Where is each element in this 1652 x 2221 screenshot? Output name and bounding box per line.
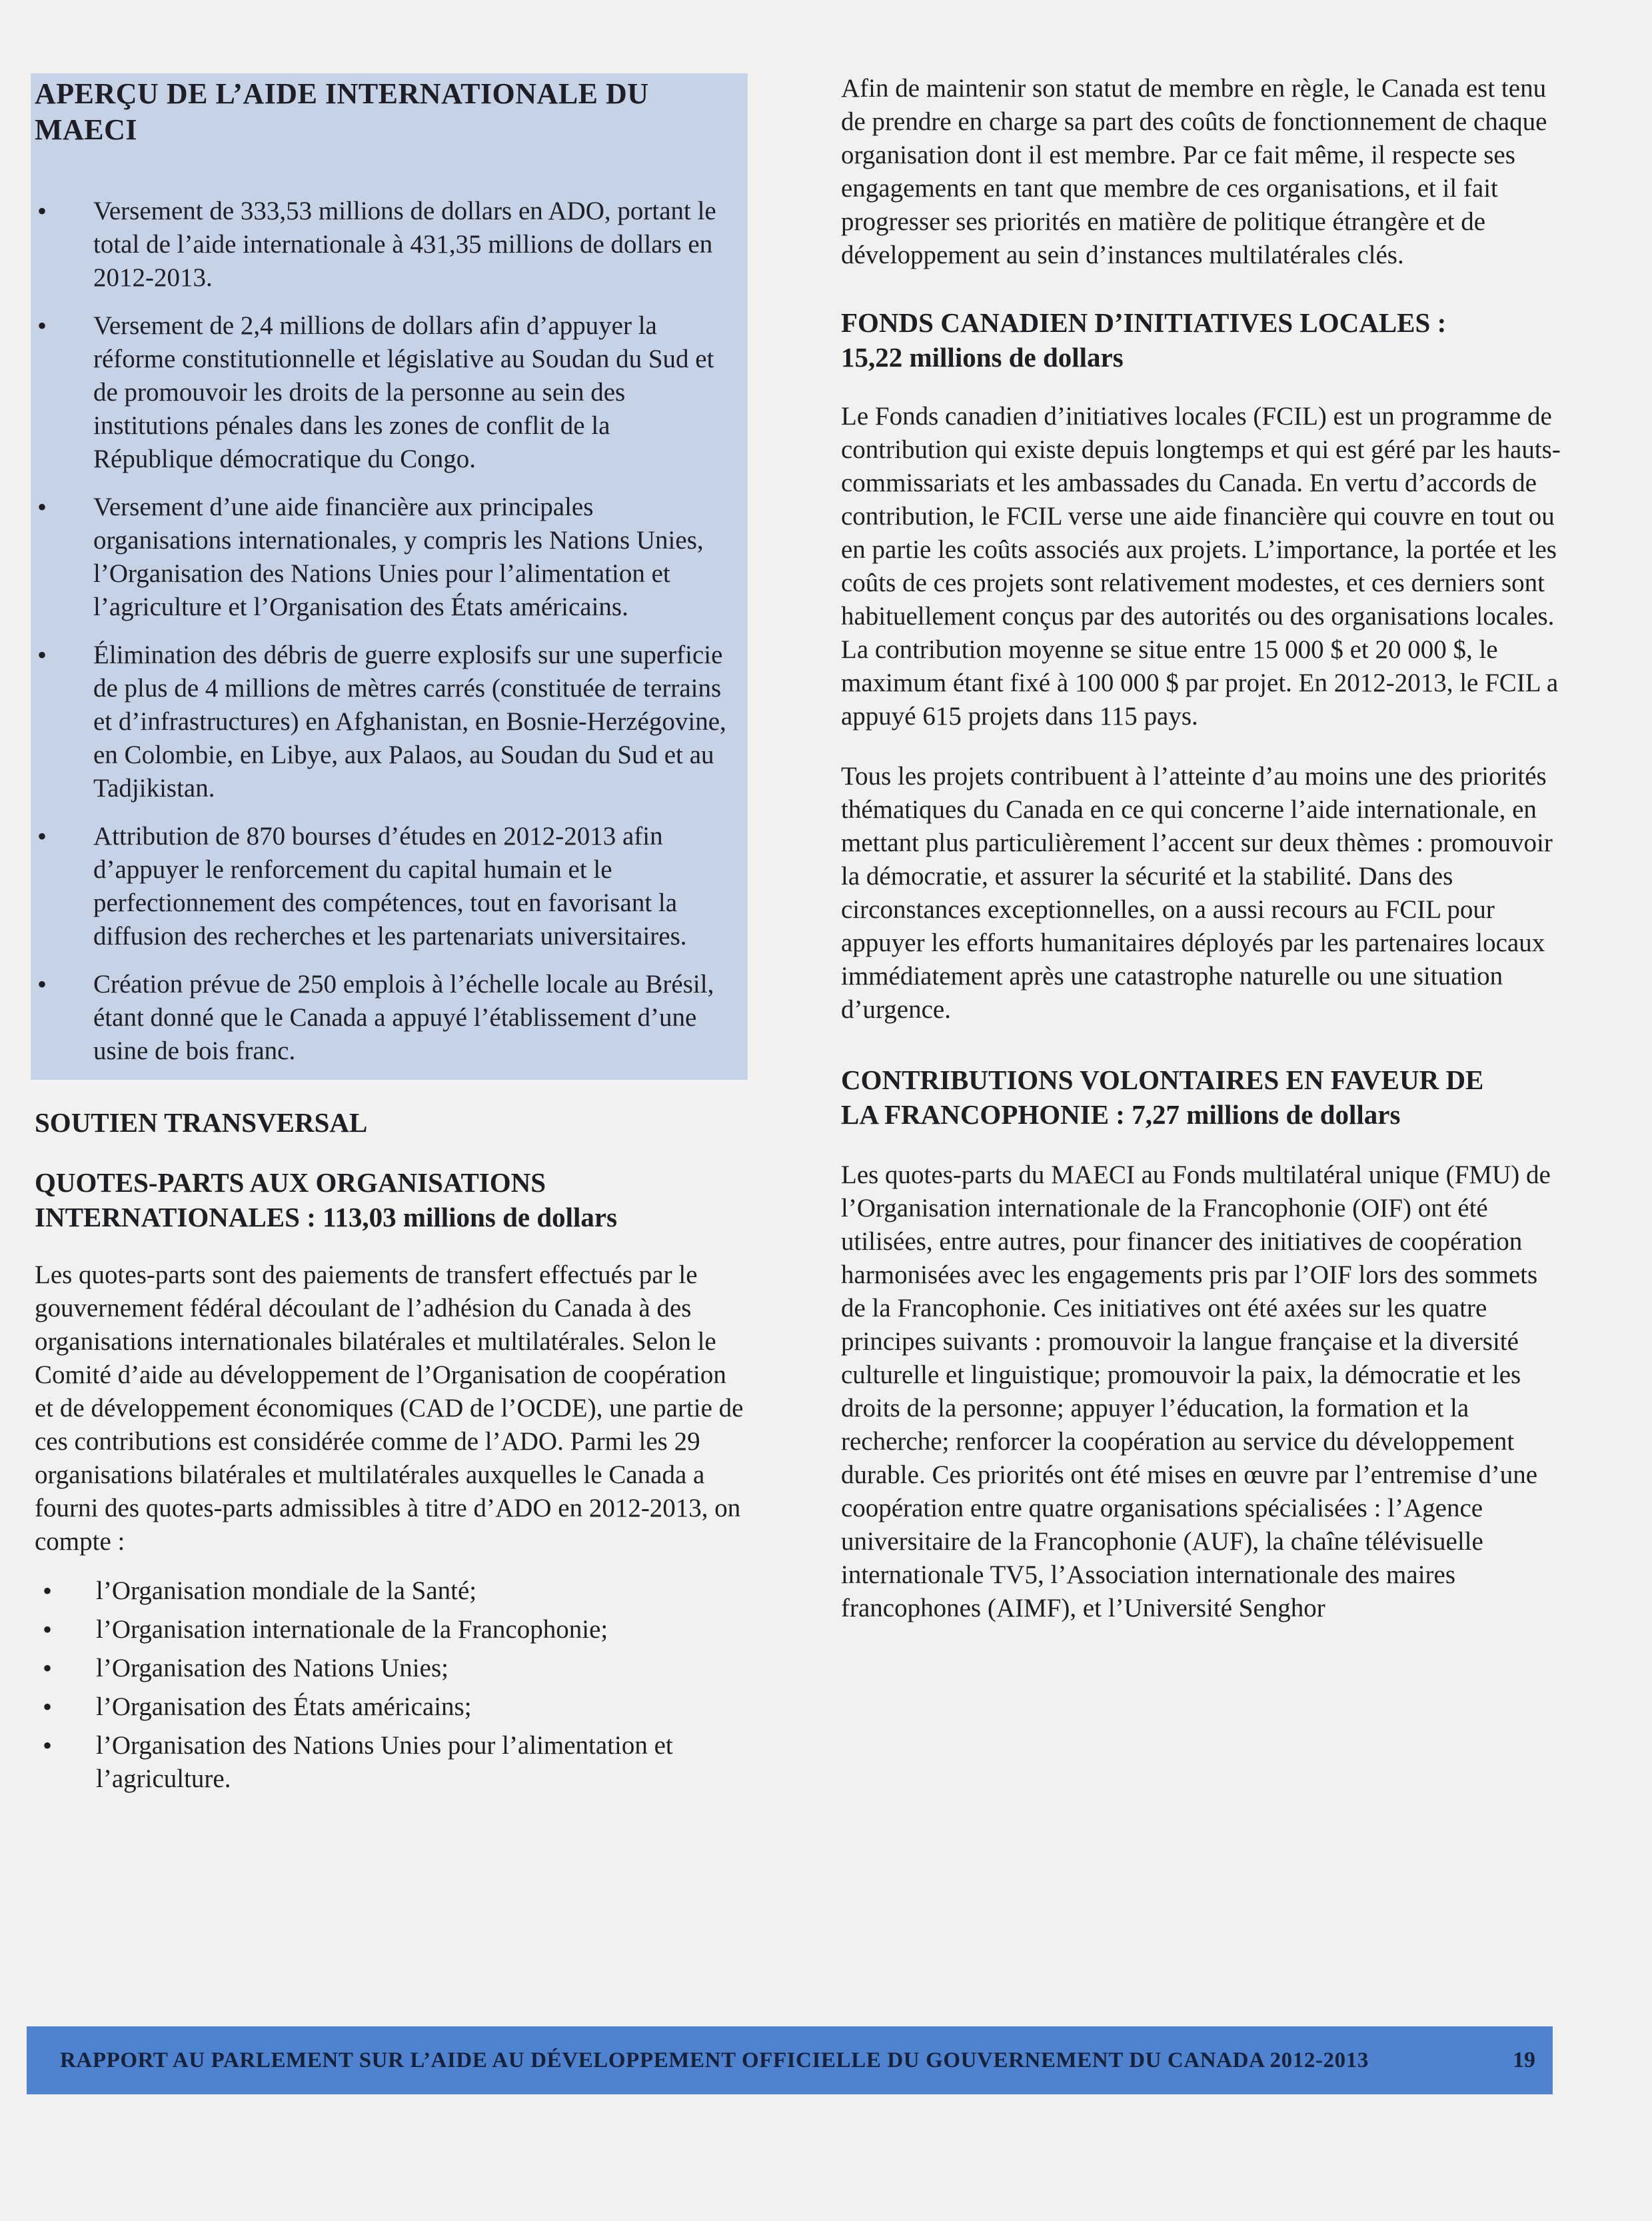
quotes-paragraph: Les quotes-parts sont des paiements de transfert effectués par le gouvernement fédéral découlant de l’adhésion du Canada à des organisations internationales bilatérales et multilatérales. Selon le Comité d’aide au développement de l’Organisation de coopération et de développement économiques (CAD de l’OCDE), une partie de ces contributions est considérée comme de l’ADO. Parmi les 29 organisations bilatérales et multilatérales auxquelles le Canada a fourni des quotes-parts admissibles à titre d’ADO en 2012-2013, on compte :: [35, 1260, 744, 1556]
left-column: [35, 73, 751, 1801]
fcil-heading: [841, 305, 1567, 375]
organisation-item: • l’Organisation des Nations Unies;: [35, 1652, 751, 1685]
overview-bullet: • Élimination des débris de guerre explosifs sur une superficie de plus de 4 millions de mètres carrés (constituée de terrains et d’infrastructures) en Afghanistan, en Bosnie-Herzégovine, en Colombie, en Libye, aux Palaos, au Soudan du Sud et au Tadjikistan.: [35, 639, 729, 805]
overview-bullets: [35, 195, 729, 1068]
quotes-heading-amount: INTERNATIONALES : 113,03: [35, 1202, 397, 1232]
francophonie-heading-line2: [841, 1097, 1567, 1132]
francophonie-heading-amount: LA FRANCOPHONIE : 7,27: [841, 1099, 1180, 1130]
overview-bullet: • Versement de 333,53 millions de dollars en ADO, portant le total de l’aide internationale à 431,35 millions de dollars en 2012-2013.: [35, 195, 729, 295]
overview-bullet: • Création prévue de 250 emplois à l’échelle locale au Brésil, étant donné que le Canada a appuyé l’établissement d’une usine de bois franc.: [35, 968, 729, 1068]
overview-bullet: • Versement d’une aide financière aux principales organisations internationales, y compris les Nations Unies, l’Organisation des Nations Unies pour l’alimentation et l’agriculture et l’Organisation des États américains.: [35, 491, 729, 624]
francophonie-paragraph: Les quotes-parts du MAECI au Fonds multilatéral unique (FMU) de l’Organisation internationale de la Francophonie (OIF) ont été utilisées, entre autres, pour financer des initiatives de coopération harmonisées avec les engagements pris par l’OIF lors des sommets de la Francophonie. Ces initiatives ont été axées sur les quatre principes suivants : promouvoir la langue française et la diversité culturelle et linguistique; promouvoir la paix, la démocratie et les droits de la personne; appuyer l’éducation, la formation et la recherche; renforcer la coopération au service du développement durable. Ces priorités ont été mises en œuvre par l’entremise d’une coopération entre quatre organisations spécialisées : l’Agence universitaire de la Francophonie (AUF), la chaîne télévisuelle internationale TV5, l’Association internationale des maires francophones (AIMF), et l’Université Senghor: [841, 1160, 1551, 1622]
organisation-item: • l’Organisation des Nations Unies pour l’alimentation et l’agriculture.: [35, 1729, 751, 1796]
page-number: 19: [1513, 2048, 1535, 2072]
quotes-heading-line1: QUOTES-PARTS AUX ORGANISATIONS: [35, 1167, 546, 1198]
fcil-heading-line1: FONDS CANADIEN D’INITIATIVES LOCALES :: [841, 307, 1447, 338]
francophonie-heading: [841, 1063, 1567, 1132]
quotes-heading-unit: millions de dollars: [396, 1202, 618, 1232]
organisations-list: [35, 1574, 751, 1796]
report-footer-bar: [27, 2026, 1553, 2094]
right-column: [841, 72, 1567, 1625]
francophonie-heading-line1: CONTRIBUTIONS VOLONTAIRES EN FAVEUR DE: [841, 1065, 1484, 1095]
quotes-heading: [35, 1165, 751, 1234]
overview-bullet: • Versement de 2,4 millions de dollars afin d’appuyer la réforme constitutionnelle et législative au Soudan du Sud et de promouvoir les droits de la personne au sein des institutions pénales dans les zones de conflit de la République démocratique du Congo.: [35, 309, 729, 476]
quotes-heading-line2: [35, 1200, 751, 1234]
organisation-item: • l’Organisation des États américains;: [35, 1690, 751, 1724]
fcil-paragraph-1: Le Fonds canadien d’initiatives locales (FCIL) est un programme de contribution qui existe depuis longtemps et qui est géré par les hauts-commissariats et les ambassades du Canada. En vertu d’accords de contribution, le FCIL verse une aide financière qui couvre en tout ou en partie les coûts associés aux projets. L’importance, la portée et les coûts de ces projets sont relativement modestes, et ces derniers sont habituellement conçus par des autorités ou des organisations locales. La contribution moyenne se situe entre 15 000 $ et 20 000 $, le maximum étant fixé à 100 000 $ par projet. En 2012-2013, le FCIL a appuyé 615 projets dans 115 pays.: [841, 402, 1561, 731]
intro-paragraph: Afin de maintenir son statut de membre en règle, le Canada est tenu de prendre en charge sa part des coûts de fonctionnement de chaque organisation dont il est membre. Par ce fait même, il respecte ses engagements en tant que membre de ces organisations, et il fait progresser ses priorités en matière de politique étrangère et de développement au sein d’instances multilatérales clés.: [841, 74, 1547, 269]
organisation-item: • l’Organisation mondiale de la Santé;: [35, 1574, 751, 1608]
overview-highlight-box: [31, 73, 748, 1080]
overview-title: APERÇU DE L’AIDE INTERNATIONALE DU MAECI: [35, 77, 649, 146]
francophonie-heading-unit: millions de dollars: [1179, 1099, 1401, 1130]
overview-bullet: • Attribution de 870 bourses d’études en 2012-2013 afin d’appuyer le renforcement du capital humain et le perfectionnement des compétences, tout en favorisant la diffusion des recherches et les partenariats universitaires.: [35, 820, 729, 953]
section-title-transversal: SOUTIEN TRANSVERSAL: [35, 1107, 368, 1138]
report-footer-title: RAPPORT AU PARLEMENT SUR L’AIDE AU DÉVELOPPEMENT OFFICIELLE DU GOUVERNEMENT DU CANADA 2012-2013: [60, 2048, 1369, 2072]
organisation-item: • l’Organisation internationale de la Francophonie;: [35, 1613, 751, 1646]
fcil-paragraph-2: Tous les projets contribuent à l’atteinte d’au moins une des priorités thématiques du Canada en ce qui concerne l’aide internationale, en mettant plus particulièrement l’accent sur deux thèmes : promouvoir la démocratie, et assurer la sécurité et la stabilité. Dans des circonstances exceptionnelles, on a aussi recours au FCIL pour appuyer les efforts humanitaires déployés par les partenaires locaux immédiatement après une catastrophe naturelle ou une situation d’urgence.: [841, 762, 1553, 1024]
fcil-heading-line2: 15,22 millions de dollars: [841, 342, 1124, 373]
